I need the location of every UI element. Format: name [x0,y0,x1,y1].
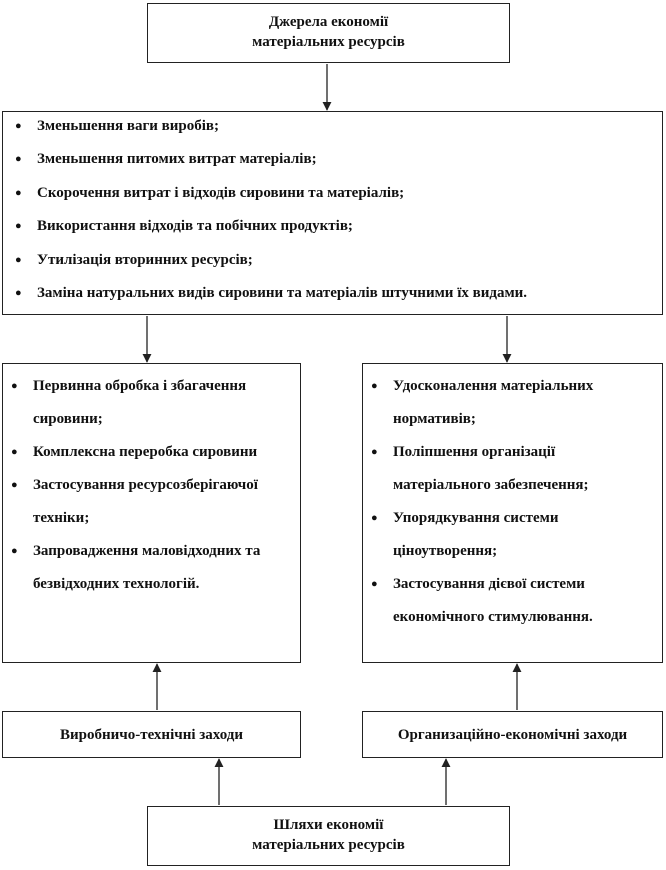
list-item-text: Комплексна переробка сировини [33,444,258,460]
list-item-text: Первинна обробка і збагачення сировини; [33,378,247,427]
bullet-icon: ● [15,253,22,266]
list-item [15,250,662,271]
organizational-measures-label-box [362,711,663,758]
production-measures-list [11,370,290,601]
organizational-measures-box [362,363,663,663]
production-measures-box [2,363,301,663]
production-measures-label-box [2,711,301,758]
list-item-text: Зменьшення ваги виробів; [37,118,219,134]
list-item [15,283,662,304]
ways-title-box [147,806,510,866]
list-item [11,535,290,601]
list-item [15,149,662,170]
bullet-icon: ● [371,578,378,590]
organizational-measures-list [371,370,652,634]
list-item [11,469,290,535]
sources-title-box [147,3,510,63]
list-item [371,502,652,568]
list-item [371,436,652,502]
list-item-text: Запровадження маловідходних та безвідходних технологій. [33,543,261,592]
list-item-text: Скорочення витрат і відходів сировини та матеріалів; [37,184,405,201]
bullet-icon: ● [15,220,22,233]
list-item-text: Зменьшення питомих витрат матеріалів; [37,151,317,168]
list-item-text: Удосконалення матеріальних нормативів; [393,378,594,427]
bullet-icon: ● [11,380,18,392]
list-item [15,116,662,137]
bullet-icon: ● [11,479,18,491]
bullet-icon: ● [11,446,18,458]
list-item-text: Застосування дієвої системи економічного стимулювання. [393,576,593,625]
list-item-text: Заміна натуральних видів сировини та матеріалів штучними їх видами. [37,284,528,301]
ways-title-line2: матеріальних ресурсів [252,837,405,853]
bullet-icon: ● [15,153,22,166]
list-item [371,568,652,634]
bullet-icon: ● [11,545,18,557]
list-item-text: Утилізація вторинних ресурсів; [37,251,253,268]
list-item [15,216,662,237]
sources-list [15,116,662,304]
list-item-text: Застосування ресурсозберігаючої техніки; [33,477,258,526]
bullet-icon: ● [371,380,378,392]
bullet-icon: ● [15,120,22,132]
list-item [15,183,662,204]
list-item-text: Упорядкування системи ціноутворення; [393,510,559,559]
list-item [11,370,290,436]
organizational-measures-label: Организаційно-економічні заходи [397,726,628,743]
bullet-icon: ● [15,186,22,199]
sources-title-line1: Джерела економії [268,14,389,30]
sources-list-box [2,111,663,315]
bullet-icon: ● [15,286,22,299]
list-item [11,436,290,469]
production-measures-label: Виробничо-технічні заходи [59,726,244,743]
ways-title-line1: Шляхи економії [273,817,384,833]
list-item-text: Поліпшення організації матеріального забезпечення; [393,444,589,493]
bullet-icon: ● [371,446,378,458]
sources-title-line2: матеріальних ресурсів [252,34,405,50]
bullet-icon: ● [371,512,378,524]
list-item-text: Використання відходів та побічних продуктів; [37,218,353,235]
list-item [371,370,652,436]
